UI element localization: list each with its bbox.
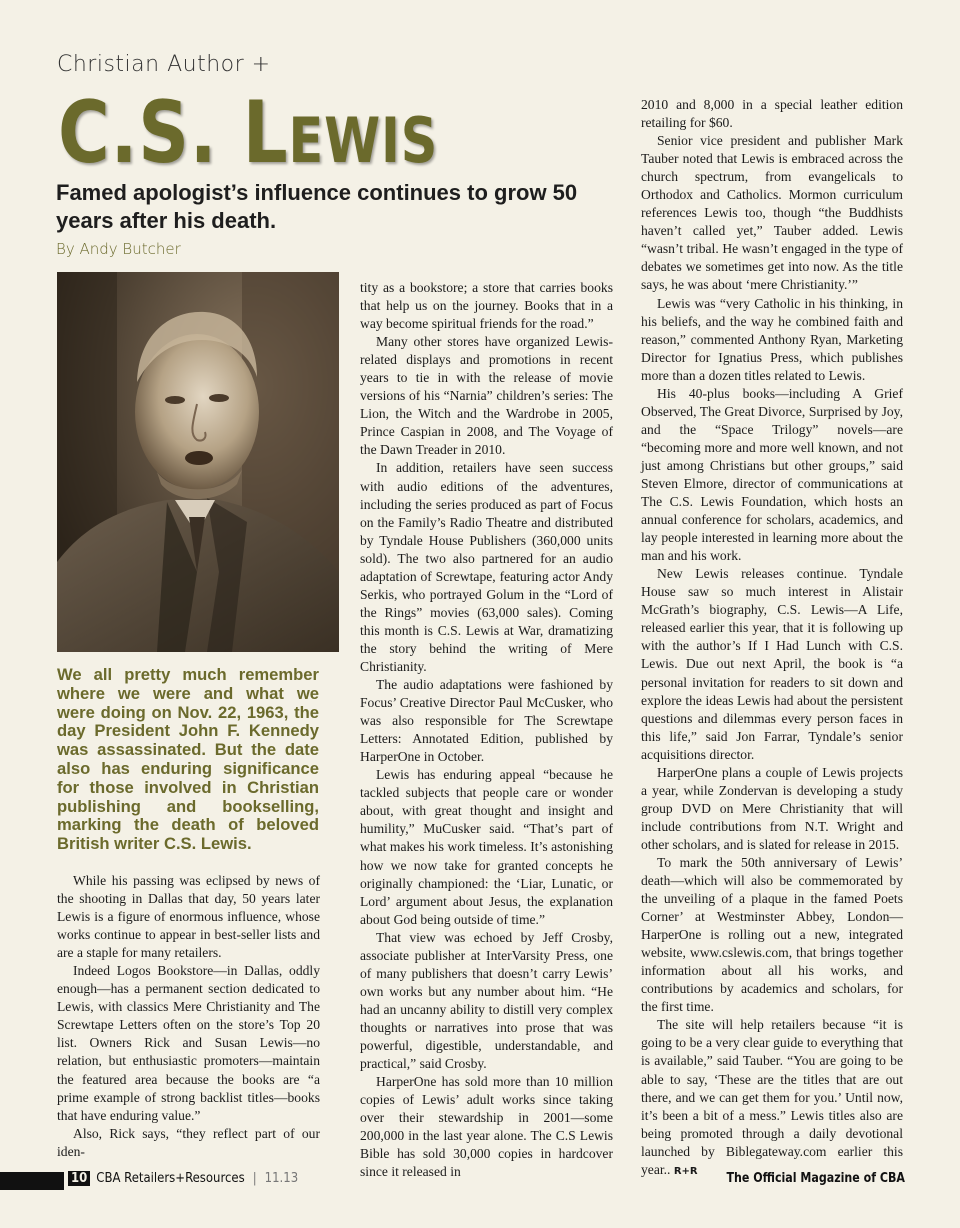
paragraph: To mark the 50th anniversary of Lewis’ death—which will also be commemorated by the unveiling of a plaque in the famed Poets Corner’ at Westminster Abbey, London—HarperOne is rolling out a new, integrated website, www.cslewis.com, that brings together information about all his works, and contributions by academics and scholars, for the first time. bbox=[641, 854, 903, 1015]
paragraph: Many other stores have organized Lewis-related displays and promotions in recent years to tie in with the release of movie versions of his “Narnia” children’s series: The Lion, the Witch and the Wardrobe in 2005, Prince Caspian in 2008, and The Voyage of the Dawn Treader in 2010. bbox=[360, 334, 613, 458]
byline: By Andy Butcher bbox=[56, 240, 181, 258]
title-surname-rest: EWIS bbox=[288, 104, 439, 177]
paragraph: HarperOne has sold more than 10 million copies of Lewis’ adult works since taking over their stewardship in 2001—some 200,000 in the last year alone. The C.S Lewis Bible has sold 30,000 copies in hardcover since it released in bbox=[360, 1074, 613, 1180]
pull-quote: We all pretty much remember where we were and what we were doing on Nov. 22, 1963, the day President John F. Kennedy was assassinated. But the date also has enduring significance for those involved in Christian publishing and bookselling, marking the death of beloved British writer C.S. Lewis. bbox=[57, 665, 319, 854]
body-column-2 bbox=[360, 279, 613, 1181]
title-initials: C.S. L bbox=[58, 83, 289, 183]
paragraph-final: The site will help retailers because “it is going to be a very clear guide to everything that is available,” said Tauber. “You are going to be able to say, ‘These are the titles that are out there, and we can get them for you.’ Until now, it’s been a bit of a mess.” Lewis titles also are being promoted through a daily devotional launched by Biblegateway.com earlier this year.. R+R bbox=[641, 1017, 903, 1177]
paragraph: While his passing was eclipsed by news of the shooting in Dallas that day, 50 years later Lewis is a figure of enormous influence, whose works continue to appear in best-seller lists and are a staple for many retailers. bbox=[57, 873, 320, 961]
paragraph: Lewis has enduring appeal “because he tackled subjects that people care or wonder about, with great thought and insight and humility,” MuCusker said. “That’s part of what makes his work timeless. It’s astonishing how we now take for granted concepts he originally championed: the ‘Liar, Lunatic, or Lord’ argument about Jesus, the explanation about God being outside of time.” bbox=[360, 767, 613, 927]
paragraph: Lewis was “very Catholic in his thinking, in his beliefs, and the way he combined faith and reason,” commented Anthony Ryan, Marketing Director for Ignatius Press, which publishes more than a dozen titles related to Lewis. bbox=[641, 295, 903, 383]
paragraph: In addition, retailers have seen success with audio editions of the adventures, including the series produced as part of Focus on the Family’s Radio Theatre and distributed by Tyndale House Publishers (360,000 units sold). The two also partnered for an audio adaptation of Screwtape, featuring actor Andy Serkis, who portrayed Golum in the “Lord of the Rings” movies (63,000 sales). Coming this month is C.S. Lewis at War, dramatizing the story behind the writing of Mere Christianity. bbox=[360, 460, 613, 674]
article-title bbox=[58, 83, 439, 183]
paragraph: Senior vice president and publisher Mark Tauber noted that Lewis is embraced across the church spectrum, from evangelicals to Orthodox and Catholics. Mormon curriculum references Lewis too, though “the Buddhists haven’t called yet,” Tauber added. Lewis “wasn’t tribal. He wasn’t engaged in the type of debates we sometimes get into now. As the title says, he was about ‘mere Christianity.’” bbox=[641, 133, 903, 293]
author-portrait-photo bbox=[57, 272, 339, 652]
footer-bar bbox=[0, 1172, 64, 1190]
paragraph: The audio adaptations were fashioned by Focus’ Creative Director Paul McCusker, who was also responsible for The Screwtape Letters: Annotated Edition, published by HarperOne in October. bbox=[360, 677, 613, 765]
paragraph: His 40-plus books—including A Grief Observed, The Great Divorce, Surprised by Joy, and the “Space Trilogy” novels—are “becoming more and more well known, and not just among Christians but other groups,” said Steven Elmore, director of communications at The C.S. Lewis Foundation, which hosts an annual conference for scholars, academics, and lay people interested in learning more about the man and his work. bbox=[641, 385, 903, 564]
footer-separator: | bbox=[252, 1171, 257, 1186]
publication-name: CBA Retailers+Resources bbox=[96, 1171, 245, 1186]
footer-folio bbox=[68, 1171, 298, 1186]
article-deck: Famed apologist’s influence continues to grow 50 years after his death. bbox=[56, 180, 578, 233]
paragraph: tity as a bookstore; a store that carries books that help us on the journey. Books that in a way become spiritual friends for the road.” bbox=[360, 280, 613, 332]
paragraph: That view was echoed by Jeff Crosby, associate publisher at InterVarsity Press, one of many publishers that doesn’t carry Lewis’ own works but any number about him. “He had an uncanny ability to distill very complex thoughts or narratives into prose that was powerful, digestible, understandable, and practical,” said Crosby. bbox=[360, 929, 613, 1072]
page-number: 10 bbox=[68, 1171, 90, 1186]
section-kicker: Christian Author + bbox=[57, 52, 271, 77]
footer-tagline: The Official Magazine of CBA bbox=[726, 1171, 905, 1186]
paragraph: 2010 and 8,000 in a special leather edition retailing for $60. bbox=[641, 97, 903, 131]
paragraph: New Lewis releases continue. Tyndale House saw so much interest in Alistair McGrath’s biography, C.S. Lewis—A Life, released earlier this year, that it is following up with the author’s If I Had Lunch with C.S. Lewis. Due out next April, the book is “a personal invitation for readers to sit down and explore the ideas Lewis had about the persistent questions and dilemmas every person faces in this life,” said Jon Farrar, Tyndale’s senior acquisitions director. bbox=[641, 566, 903, 762]
body-column-1 bbox=[57, 872, 320, 1161]
paragraph: Also, Rick says, “they reflect part of our iden- bbox=[57, 1125, 320, 1159]
portrait-illustration bbox=[57, 272, 339, 652]
paragraph: HarperOne plans a couple of Lewis projects a year, while Zondervan is developing a study group DVD on Mere Christianity that will include contributions from N.T. Wright and other scholars, and is slated for release in 2015. bbox=[641, 764, 903, 852]
paragraph: Indeed Logos Bookstore—in Dallas, oddly enough—has a permanent section dedicated to Lewis, with classics Mere Christianity and The Screwtape Letters often on the store’s Top 20 list. Owners Rick and Susan Lewis—no relation, but enthusiastic promoters—maintain the featured area because the books are “a prime example of strong backlist titles—books that have enduring value.” bbox=[57, 963, 320, 1123]
body-column-3 bbox=[641, 96, 903, 1181]
end-mark: R+R bbox=[673, 1165, 698, 1177]
issue-date: 11.13 bbox=[264, 1171, 299, 1186]
